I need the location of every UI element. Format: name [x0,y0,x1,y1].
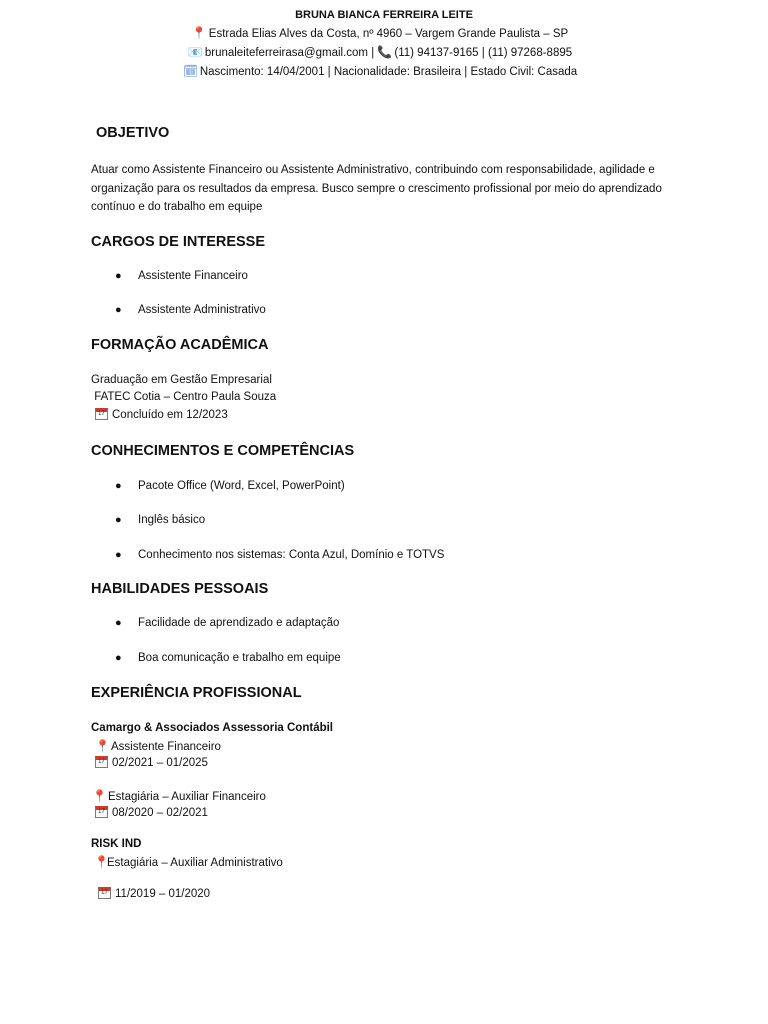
section-title-objetivo: OBJETIVO [96,125,170,141]
job-period-text: 11/2019 – 01/2020 [115,888,211,900]
phone-icon: 📞 [377,45,393,59]
address-text: Estrada Elias Alves da Costa, nº 4960 – Vargem Grande Paulista – SP [208,28,569,40]
section-title-experiencia: EXPERIÊNCIA PROFISSIONAL [91,685,302,701]
job-period [98,887,210,900]
calendar-icon [95,806,108,818]
bullet: ● [115,652,122,664]
list-item: Pacote Office (Word, Excel, PowerPoint) [138,480,345,492]
pin-icon: 📍 [92,789,107,803]
job-role [92,789,266,803]
job-role-text: Assistente Financeiro [111,741,221,753]
bullet: ● [115,549,122,561]
job-role [95,739,221,753]
calendar-icon: 🗓 [182,64,199,78]
candidate-name: BRUNA BIANCA FERREIRA LEITE [295,9,473,21]
job-role [94,855,283,869]
phones-text: (11) 94137-9165 | (11) 97268-8895 [394,47,573,59]
list-item: Conhecimento nos sistemas: Conta Azul, Domínio e TOTVS [138,549,445,561]
contact-line [0,46,760,59]
graduation-date [95,408,228,421]
job-period [95,756,208,769]
email-icon: 📧 [187,45,203,59]
personal-line [0,65,760,78]
pin-icon: 📍 [191,26,207,40]
pin-icon: 📍 [95,739,110,753]
section-title-habilidades: HABILIDADES PESSOAIS [91,581,269,597]
list-item: Assistente Financeiro [138,270,248,282]
company-name: RISK IND [91,838,142,850]
graduation-date-text: Concluído em 12/2023 [112,409,228,421]
company-name: Camargo & Associados Assessoria Contábil [91,722,333,734]
objetivo-text: Atuar como Assistente Financeiro ou Assistente Administrativo, contribuindo com responsabilidade, agilidade e organização para os resultados da empresa. Busco sempre o crescimento profissional por meio do aprendizado contínuo e do trabalho em equipe [91,164,662,213]
list-item: Inglês básico [138,514,206,526]
job-role-text: Estagiária – Auxiliar Financeiro [108,791,266,803]
job-period-text: 02/2021 – 01/2025 [112,757,208,769]
bullet: ● [115,514,122,526]
job-role-text: Estagiária – Auxiliar Administrativo [107,857,283,869]
calendar-icon [98,887,111,899]
pin-icon: 📍 [94,855,109,869]
course-text: Graduação em Gestão Empresarial [91,374,272,386]
section-title-conhecimentos: CONHECIMENTOS E COMPETÊNCIAS [91,443,355,459]
job-period-text: 08/2020 – 02/2021 [112,807,208,819]
list-item: Facilidade de aprendizado e adaptação [138,617,340,629]
list-item: Assistente Administrativo [138,304,266,316]
institution-text: FATEC Cotia – Centro Paula Souza [91,391,277,403]
bullet: ● [115,270,122,282]
list-item: Boa comunicação e trabalho em equipe [138,652,341,664]
bullet: ● [115,480,122,492]
bullet: ● [115,304,122,316]
calendar-icon [95,756,108,768]
section-title-formacao: FORMAÇÃO ACADÊMICA [91,337,269,353]
address-line [0,27,760,40]
bullet: ● [115,617,122,629]
email-text: brunaleiteferreirasa@gmail.com | [204,47,375,59]
calendar-icon [95,408,108,420]
personal-text: Nascimento: 14/04/2001 | Nacionalidade: Brasileira | Estado Civil: Casada [199,66,578,78]
job-period [95,806,208,819]
section-title-cargos: CARGOS DE INTERESSE [91,234,266,250]
